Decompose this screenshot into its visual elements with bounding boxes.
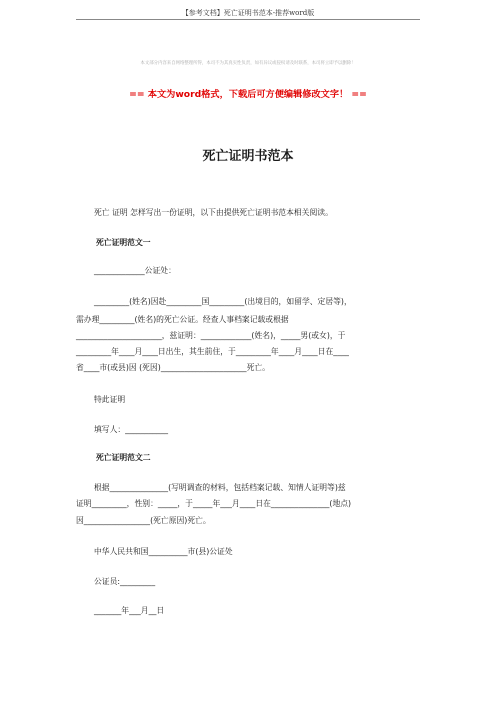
notary-office-line: 中华人民共和国__________市(县)公证处 <box>94 547 233 556</box>
body-line: _________年____月____日出生，其生前住，于_________年____月____日在____ <box>76 347 349 356</box>
section-heading-sample-two: 死亡证明范文二 <box>96 453 151 462</box>
disclaimer-notice: 本文部分内容来自网络整理所得，本司不为其真实性负责，如有异议或侵权请及时联系，本司将立即予以删除！ <box>140 61 356 66</box>
body-line: 根据_______________(写明调查的材料，包括档案记载、知情人证明等)兹 <box>94 483 346 492</box>
page-header: 【参考文档】死亡证明书范本-推荐word版 <box>181 9 315 17</box>
body-line: _________(姓名)因赴_________国_________(出境目的，如留学、定居等)， <box>94 297 352 306</box>
date-line: _______年___月__日 <box>94 606 165 615</box>
body-line: 证明_________，性别：_____，于_____年___月____日在_______________(地点) <box>76 499 352 508</box>
header-divider <box>76 19 420 20</box>
intro-paragraph: 死亡 证明 怎样写出一份证明，以下由提供死亡证明书范本相关阅读。 <box>94 208 333 217</box>
filler-line: 填写人：___________ <box>94 425 169 434</box>
body-line: ______________________，兹证明：_____________(姓名)，_____男(或女)，于 <box>76 331 346 340</box>
word-format-banner: == 本文为word格式，下载后可方便编辑修改文字！ == <box>129 89 367 100</box>
body-line: 需办理_________(姓名)的死亡公证。经查人事档案记载或根据 <box>76 315 289 324</box>
body-line: 省____市(或县)因 (死因)______________________死亡。 <box>76 363 270 372</box>
certify-line: 特此证明 <box>94 395 126 404</box>
notary-line: 公证员:_________ <box>94 577 156 586</box>
body-line: 因_________________(死亡原因)死亡。 <box>76 516 211 525</box>
addressee-line: _____________公证处： <box>94 266 176 275</box>
document-title: 死亡证明书范本 <box>202 149 294 164</box>
section-heading-sample-one: 死亡证明范文一 <box>96 238 151 247</box>
